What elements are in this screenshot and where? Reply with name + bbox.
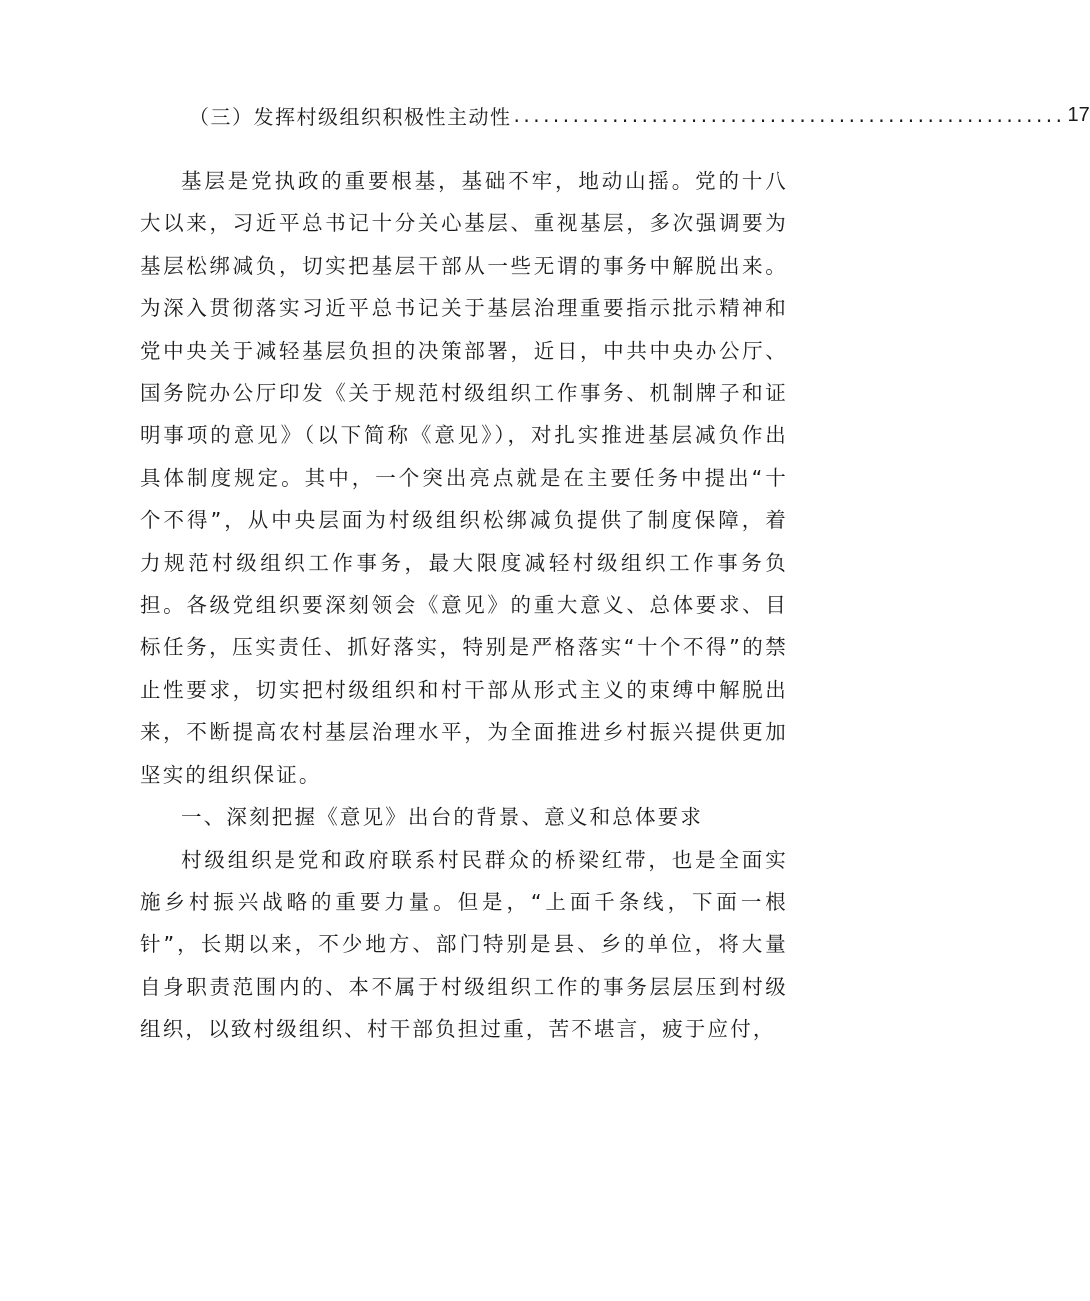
toc-page-number: 17 [1067,103,1090,126]
toc-entry-title: （三）发挥村级组织积极性主动性 [189,104,512,129]
toc-entry[interactable] [189,97,1090,133]
toc-leader-dots: ........................................................ [513,103,1066,127]
section-heading: 一、深刻把握《意见》出台的背景、意义和总体要求 [181,805,704,830]
document-body [140,160,788,1051]
body-paragraph-intro: 基层是党执政的重要根基，基础不牢，地动山摇。党的十八大以来，习近平总书记十分关心基层、重视基层，多次强调要为基层松绑减负，切实把基层干部从一些无谓的事务中解脱出来。为深入贯彻落实习近平总书记关于基层治理重要指示批示精神和党中央关于减轻基层负担的决策部署，近日，中共中央办公厅、国务院办公厅印发《关于规范村级组织工作事务、机制牌子和证明事项的意见》（以下简称《意见》），对扎实推进基层减负作出具体制度规定。其中，一个突出亮点就是在主要任务中提出“十个不得”，从中央层面为村级组织松绑减负提供了制度保障，着力规范村级组织工作事务，最大限度减轻村级组织工作事务负担。各级党组织要深刻领会《意见》的重大意义、总体要求、目标任务，压实责任、抓好落实，特别是严格落实“十个不得”的禁止性要求，切实把村级组织和村干部从形式主义的束缚中解脱出来，不断提高农村基层治理水平，为全面推进乡村振兴提供更加坚实的组织保证。 [140,169,788,787]
body-paragraph-section-one: 村级组织是党和政府联系村民群众的桥梁红带，也是全面实施乡村振兴战略的重要力量。但是，“上面千条线，下面一根针”，长期以来，不少地方、部门特别是县、乡的单位，将大量自身职责范围内的、本不属于村级组织工作的事务层层压到村级组织，以致村级组织、村干部负担过重，苦不堪言，疲于应付， [140,847,788,1042]
